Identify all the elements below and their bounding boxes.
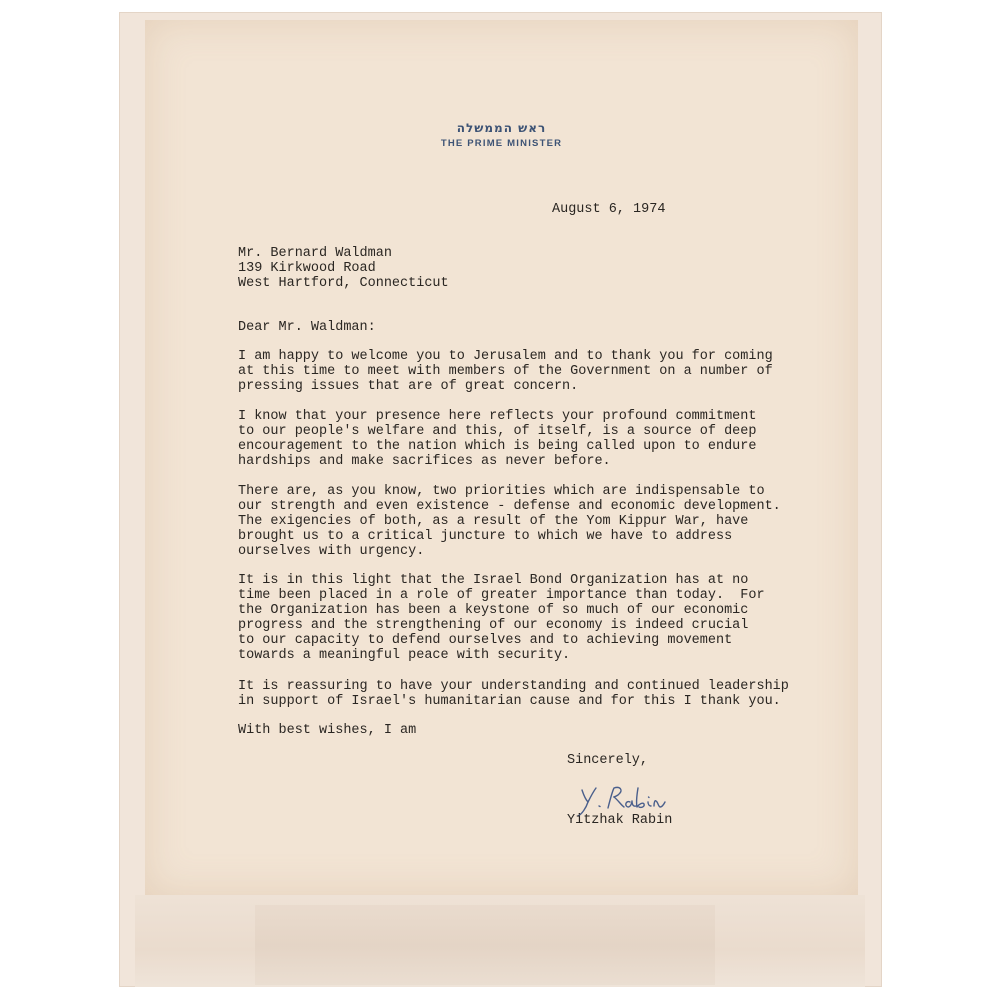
recipient-address: Mr. Bernard Waldman 139 Kirkwood Road West Hartford, Connecticut <box>238 246 449 291</box>
letter-date: August 6, 1974 <box>552 202 666 217</box>
tape-strip <box>255 905 715 985</box>
body-paragraph-1: I am happy to welcome you to Jerusalem and to thank you for coming at this time to meet with members of the Government on a number of pressing issues that are of great concern. <box>238 349 773 394</box>
signer-name: Yitzhak Rabin <box>567 813 673 828</box>
sign-off: Sincerely, <box>567 753 649 768</box>
body-paragraph-3: There are, as you know, two priorities which are indispensable to our strength and even existence - defense and economic development. The exigencies of both, as a result of the Yom Kippur War, have brought us to a critical juncture to which we have to address ourselves with urgency. <box>238 484 781 559</box>
body-paragraph-5: It is reassuring to have your understanding and continued leadership in support of Israel's humanitarian cause and for this I thank you. <box>238 679 789 709</box>
body-paragraph-4: It is in this light that the Israel Bond Organization has at no time been placed in a role of greater importance than today. For the Organization has been a keystone of so much of our economic progress and the strengthening of our economy is indeed crucial to our capacity to defend ourselves and to achieving movement towards a meaningful peace with security. <box>238 573 765 663</box>
salutation: Dear Mr. Waldman: <box>238 320 376 335</box>
body-paragraph-2: I know that your presence here reflects your profound commitment to our people's welfare and this, of itself, is a source of deep encouragement to the nation which is being called upon to endure hardships and make sacrifices as never before. <box>238 409 757 469</box>
closing-line: With best wishes, I am <box>238 723 417 738</box>
letterhead-hebrew: ראש הממשלה <box>456 121 547 135</box>
letterhead-english: THE PRIME MINISTER <box>440 138 563 149</box>
